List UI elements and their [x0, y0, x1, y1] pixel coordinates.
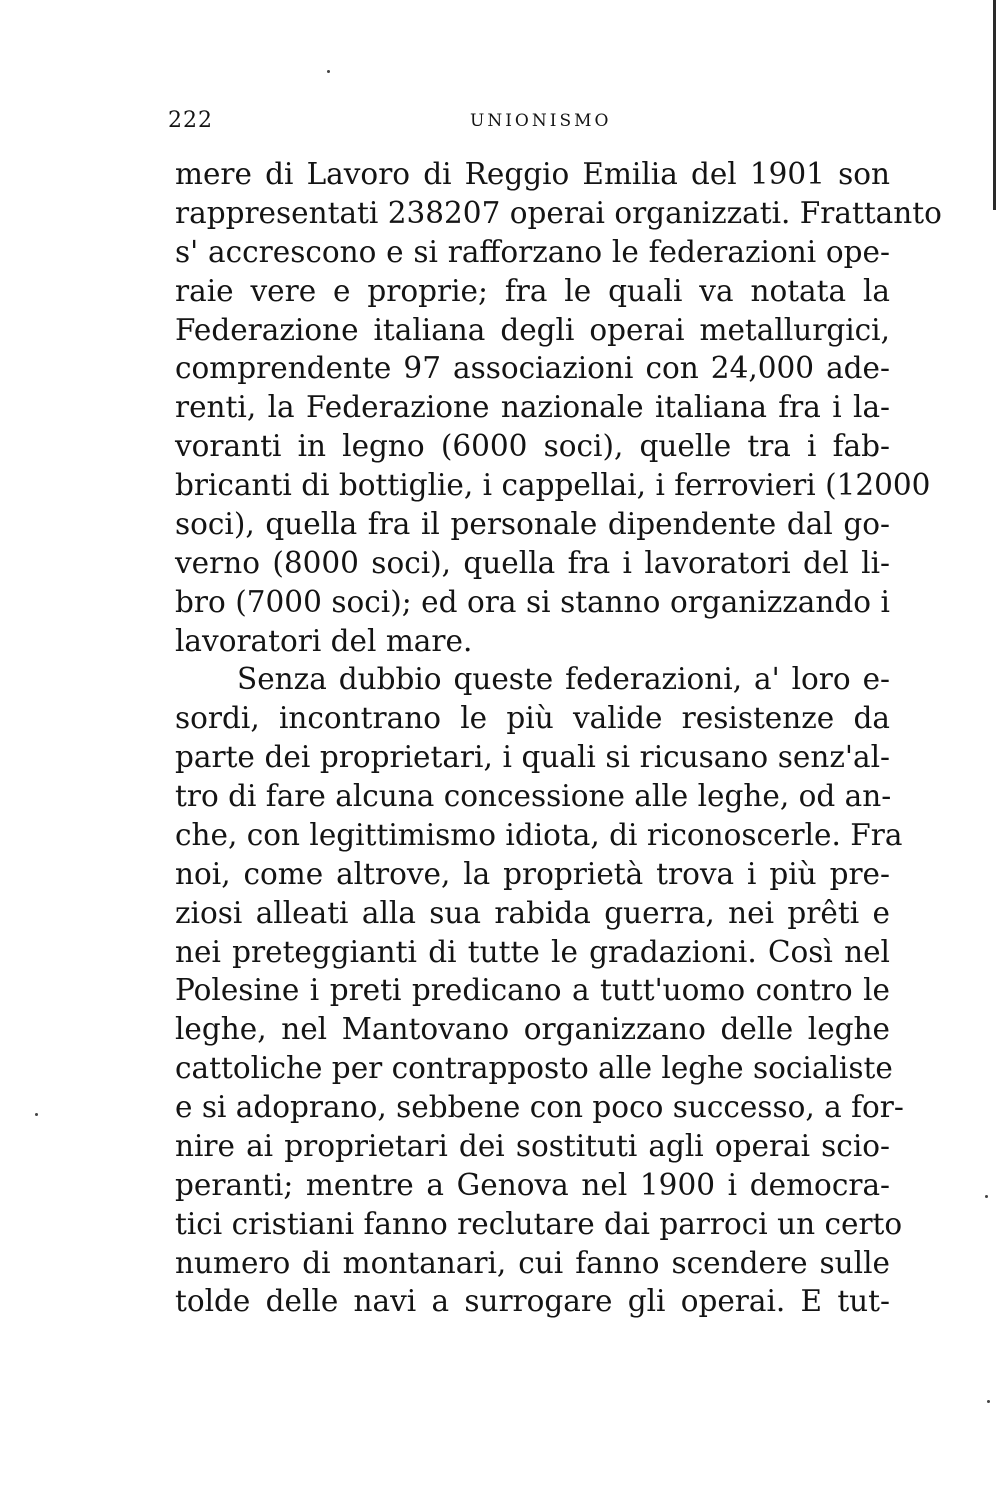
text-line: bricanti di bottiglie, i cappellai, i ferrovieri (12000 [175, 468, 931, 502]
text-line: nei preteggianti di tutte le gradazioni. Così nel [175, 934, 890, 969]
body-text [175, 155, 942, 1321]
ink-speck [987, 1400, 990, 1403]
paragraph-end-line: lavoratori del mare. [175, 623, 473, 658]
text-line: comprendente 97 associazioni con 24,000 ade- [175, 351, 890, 386]
text-line: leghe, nel Mantovano organizzano delle leghe [175, 1012, 890, 1047]
paragraph-start-line: Senza dubbio queste federazioni, a' loro e- [237, 662, 890, 697]
text-line: mere di Lavoro di Reggio Emilia del 1901 son [175, 157, 890, 191]
running-head: UNIONISMO [470, 111, 612, 131]
text-line: tolde delle navi a surrogare gli operai. E tut- [175, 1284, 890, 1319]
text-line: Polesine i preti predicano a tutt'uomo contro le [175, 973, 890, 1008]
page-edge-rule [993, 0, 996, 210]
text-line: rappresentati 238207 operai organizzati. Frattanto [175, 195, 942, 230]
page-header [0, 108, 1000, 138]
text-line: che, con legittimismo idiota, di riconoscerle. Fra [175, 817, 903, 852]
text-line: tro di fare alcuna concessione alle leghe, od an- [175, 779, 892, 813]
text-line: voranti in legno (6000 soci), quelle tra i fab- [175, 429, 890, 464]
text-line: s' accrescono e si rafforzano le federazioni ope- [175, 234, 890, 269]
text-line: e si adoprano, sebbene con poco successo, a for- [175, 1090, 904, 1124]
text-line: soci), quella fra il personale dipendente dal go- [175, 506, 890, 541]
ink-speck [985, 1195, 988, 1198]
text-line: noi, come altrove, la proprietà trova i più pre- [175, 856, 890, 891]
text-line: Federazione italiana degli operai metallurgici, [175, 312, 890, 347]
text-line: renti, la Federazione nazionale italiana fra i la- [175, 390, 890, 425]
text-line: cattoliche per contrapposto alle leghe socialiste [175, 1051, 893, 1086]
text-line: peranti; mentre a Genova nel 1900 i democra- [175, 1167, 890, 1202]
text-line: bro (7000 soci); ed ora si stanno organizzando i [175, 584, 890, 619]
text-line: sordi, incontrano le più valide resistenze da [175, 701, 890, 736]
text-line: raie vere e proprie; fra le quali va notata la [175, 273, 890, 308]
text-line: numero di montanari, cui fanno scendere sulle [175, 1245, 890, 1280]
text-line: tici cristiani fanno reclutare dai parroci un certo [175, 1206, 903, 1241]
text-line: verno (8000 soci), quella fra i lavoratori del li- [175, 545, 890, 580]
ink-speck [35, 1113, 38, 1116]
ink-speck [327, 70, 330, 73]
text-line: ziosi alleati alla sua rabida guerra, nei prêti e [175, 895, 890, 930]
text-line: nire ai proprietari dei sostituti agli operai scio- [175, 1128, 890, 1163]
text-line: parte dei proprietari, i quali si ricusano senz'al- [175, 740, 890, 775]
page-number: 222 [168, 108, 213, 133]
